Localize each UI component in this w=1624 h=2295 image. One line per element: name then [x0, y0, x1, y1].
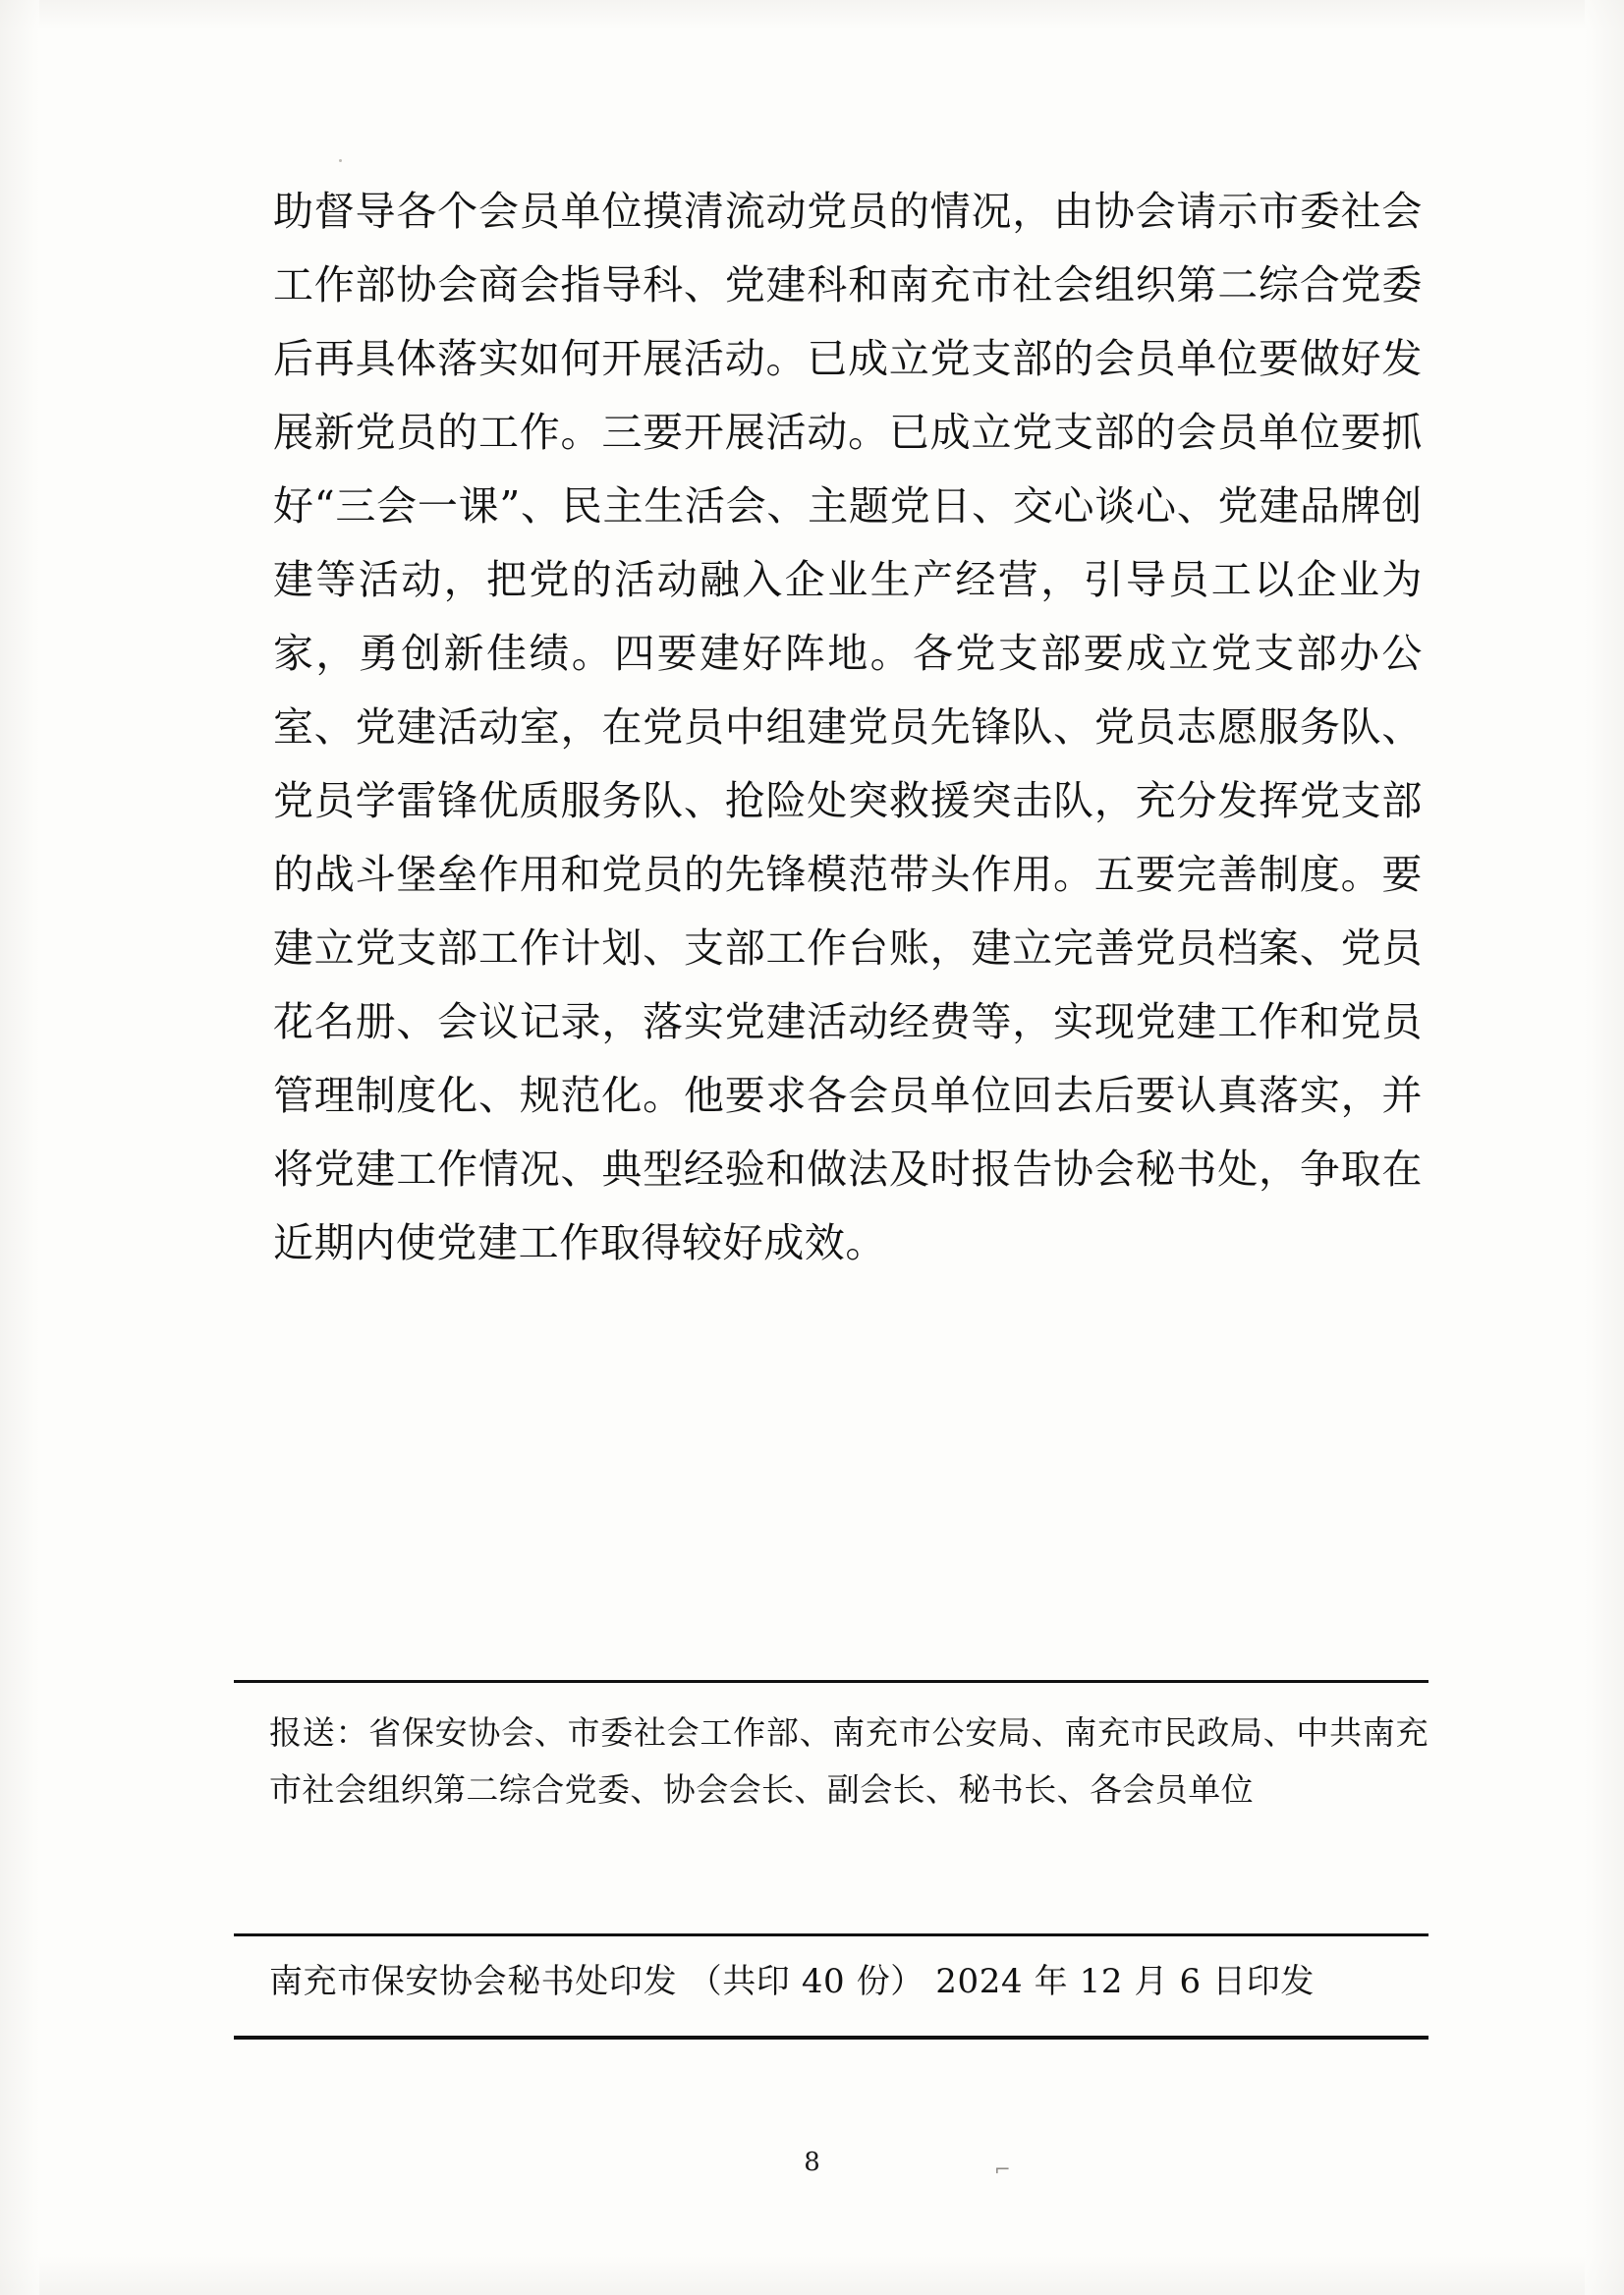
scan-corner-mark: ⌐	[994, 2157, 1011, 2181]
page-number: 8	[804, 2148, 820, 2177]
scan-speck	[339, 159, 342, 162]
document-body	[273, 175, 1423, 1280]
scan-edge-left	[0, 0, 39, 2295]
divider-bottom	[234, 2036, 1428, 2040]
divider-middle	[234, 1933, 1428, 1936]
divider-top	[234, 1680, 1428, 1683]
print-info-line: 南充市保安协会秘书处印发 （共印 40 份） 2024 年 12 月 6 日印发	[269, 1962, 1315, 2001]
distribution-text: 报送：省保安协会、市委社会工作部、南充市公安局、南充市民政局、中共南充市社会组织第二综合党委、协会会长、副会长、秘书长、各会员单位	[269, 1713, 1428, 1809]
scan-edge-right	[1585, 0, 1624, 2295]
distribution-block	[269, 1705, 1428, 1819]
body-paragraph: 助督导各个会员单位摸清流动党员的情况，由协会请示市委社会工作部协会商会指导科、党建科和南充市社会组织第二综合党委后再具体落实如何开展活动。已成立党支部的会员单位要做好发展新党员的工作。三要开展活动。已成立党支部的会员单位要抓好“三会一课”、民主生活会、主题党日、交心谈心、党建品牌创建等活动，把党的活动融入企业生产经营，引导员工以企业为家，勇创新佳绩。四要建好阵地。各党支部要成立党支部办公室、党建活动室，在党员中组建党员先锋队、党员志愿服务队、党员学雷锋优质服务队、抢险处突救援突击队，充分发挥党支部的战斗堡垒作用和党员的先锋模范带头作用。五要完善制度。要建立党支部工作计划、支部工作台账，建立完善党员档案、党员花名册、会议记录，落实党建活动经费等，实现党建工作和党员管理制度化、规范化。他要求各会员单位回去后要认真落实，并将党建工作情况、典型经验和做法及时报告协会秘书处，争取在近期内使党建工作取得较好成效。	[273, 188, 1423, 1266]
scan-edge-top	[0, 0, 1624, 29]
scan-edge-bottom	[0, 2256, 1624, 2295]
